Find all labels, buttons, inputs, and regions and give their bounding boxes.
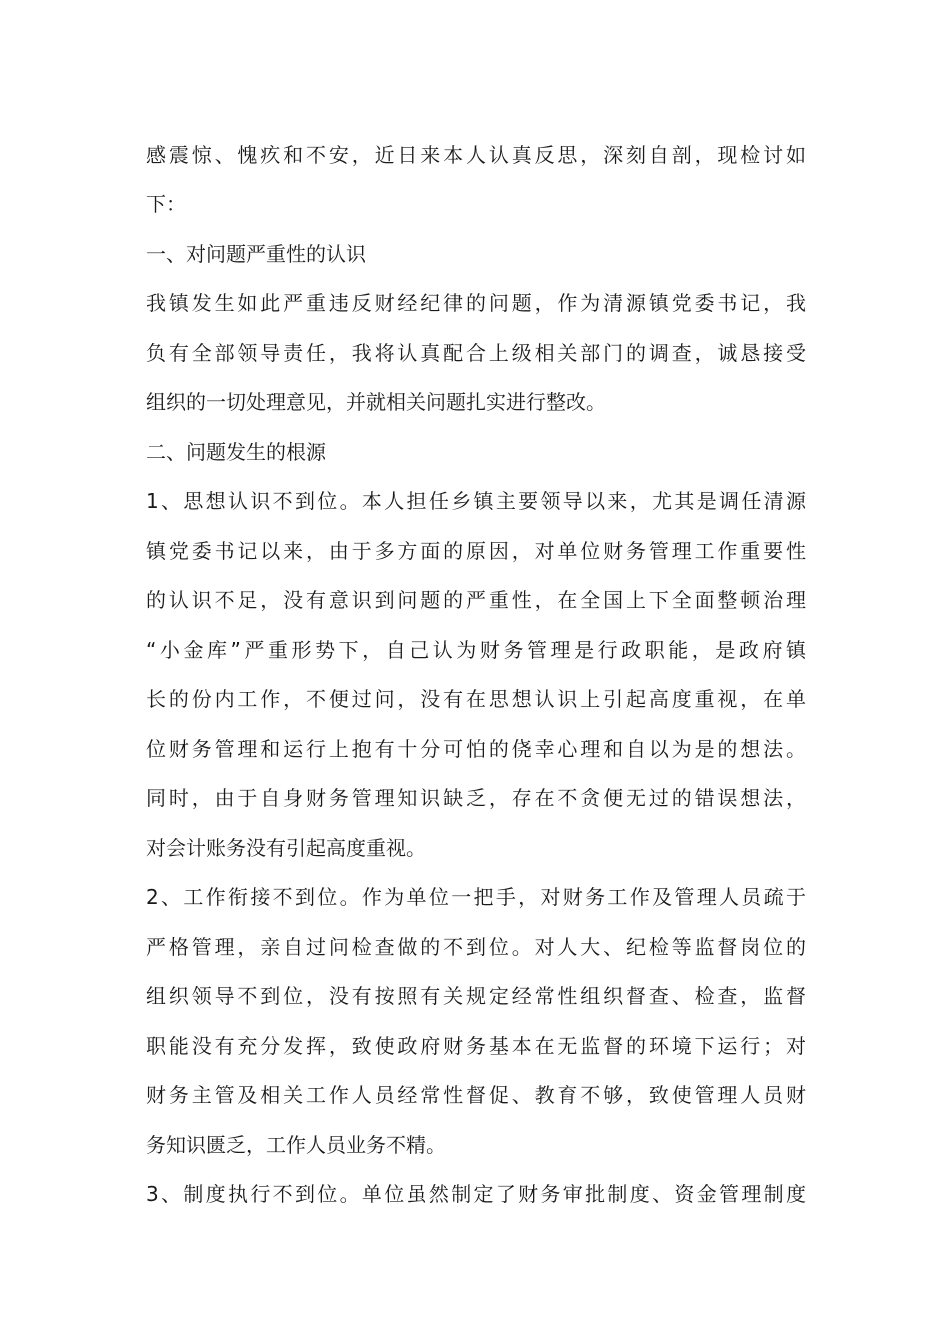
text-line-16: 2、工作衔接不到位。作为单位一把手，对财务工作及管理人员疏于 (146, 885, 806, 909)
text-line-14: 同时，由于自身财务管理知识缺乏，存在不贪便无过的错误想法， (146, 786, 806, 810)
text-line-20: 财务主管及相关工作人员经常性督促、教育不够，致使管理人员财 (146, 1083, 806, 1107)
text-line-15: 对会计账务没有引起高度重视。 (146, 836, 426, 860)
text-line-17: 严格管理，亲自过问检查做的不到位。对人大、纪检等监督岗位的 (146, 935, 806, 959)
text-line-19: 职能没有充分发挥，致使政府财务基本在无监督的环境下运行；对 (146, 1034, 806, 1058)
text-line-6: 组织的一切处理意见，并就相关问题扎实进行整改。 (146, 390, 606, 414)
text-line-5: 负有全部领导责任，我将认真配合上级相关部门的调查，诚恳接受 (146, 341, 806, 365)
text-line-12: 长的份内工作，不便过问，没有在思想认识上引起高度重视，在单 (146, 687, 806, 711)
section-heading-1: 一、对问题严重性的认识 (146, 242, 366, 266)
section-heading-2: 二、问题发生的根源 (146, 440, 326, 464)
text-line-13: 位财务管理和运行上抱有十分可怕的侥幸心理和自以为是的想法。 (146, 737, 806, 761)
text-line-21: 务知识匮乏，工作人员业务不精。 (146, 1133, 446, 1157)
text-line-8: 1、思想认识不到位。本人担任乡镇主要领导以来，尤其是调任清源 (146, 489, 806, 513)
text-line-22: 3、制度执行不到位。单位虽然制定了财务审批制度、资金管理制度 (146, 1182, 806, 1206)
text-line-1: 感震惊、愧疚和不安，近日来本人认真反思，深刻自剖，现检讨如 (146, 143, 806, 167)
text-line-4: 我镇发生如此严重违反财经纪律的问题，作为清源镇党委书记，我 (146, 291, 806, 315)
text-line-10: 的认识不足，没有意识到问题的严重性，在全国上下全面整顿治理 (146, 588, 806, 612)
text-line-2: 下： (146, 192, 186, 216)
text-line-18: 组织领导不到位，没有按照有关规定经常性组织督查、检查，监督 (146, 984, 806, 1008)
text-line-9: 镇党委书记以来，由于多方面的原因，对单位财务管理工作重要性 (146, 539, 806, 563)
text-line-11: “小金库”严重形势下，自己认为财务管理是行政职能，是政府镇 (146, 638, 806, 662)
